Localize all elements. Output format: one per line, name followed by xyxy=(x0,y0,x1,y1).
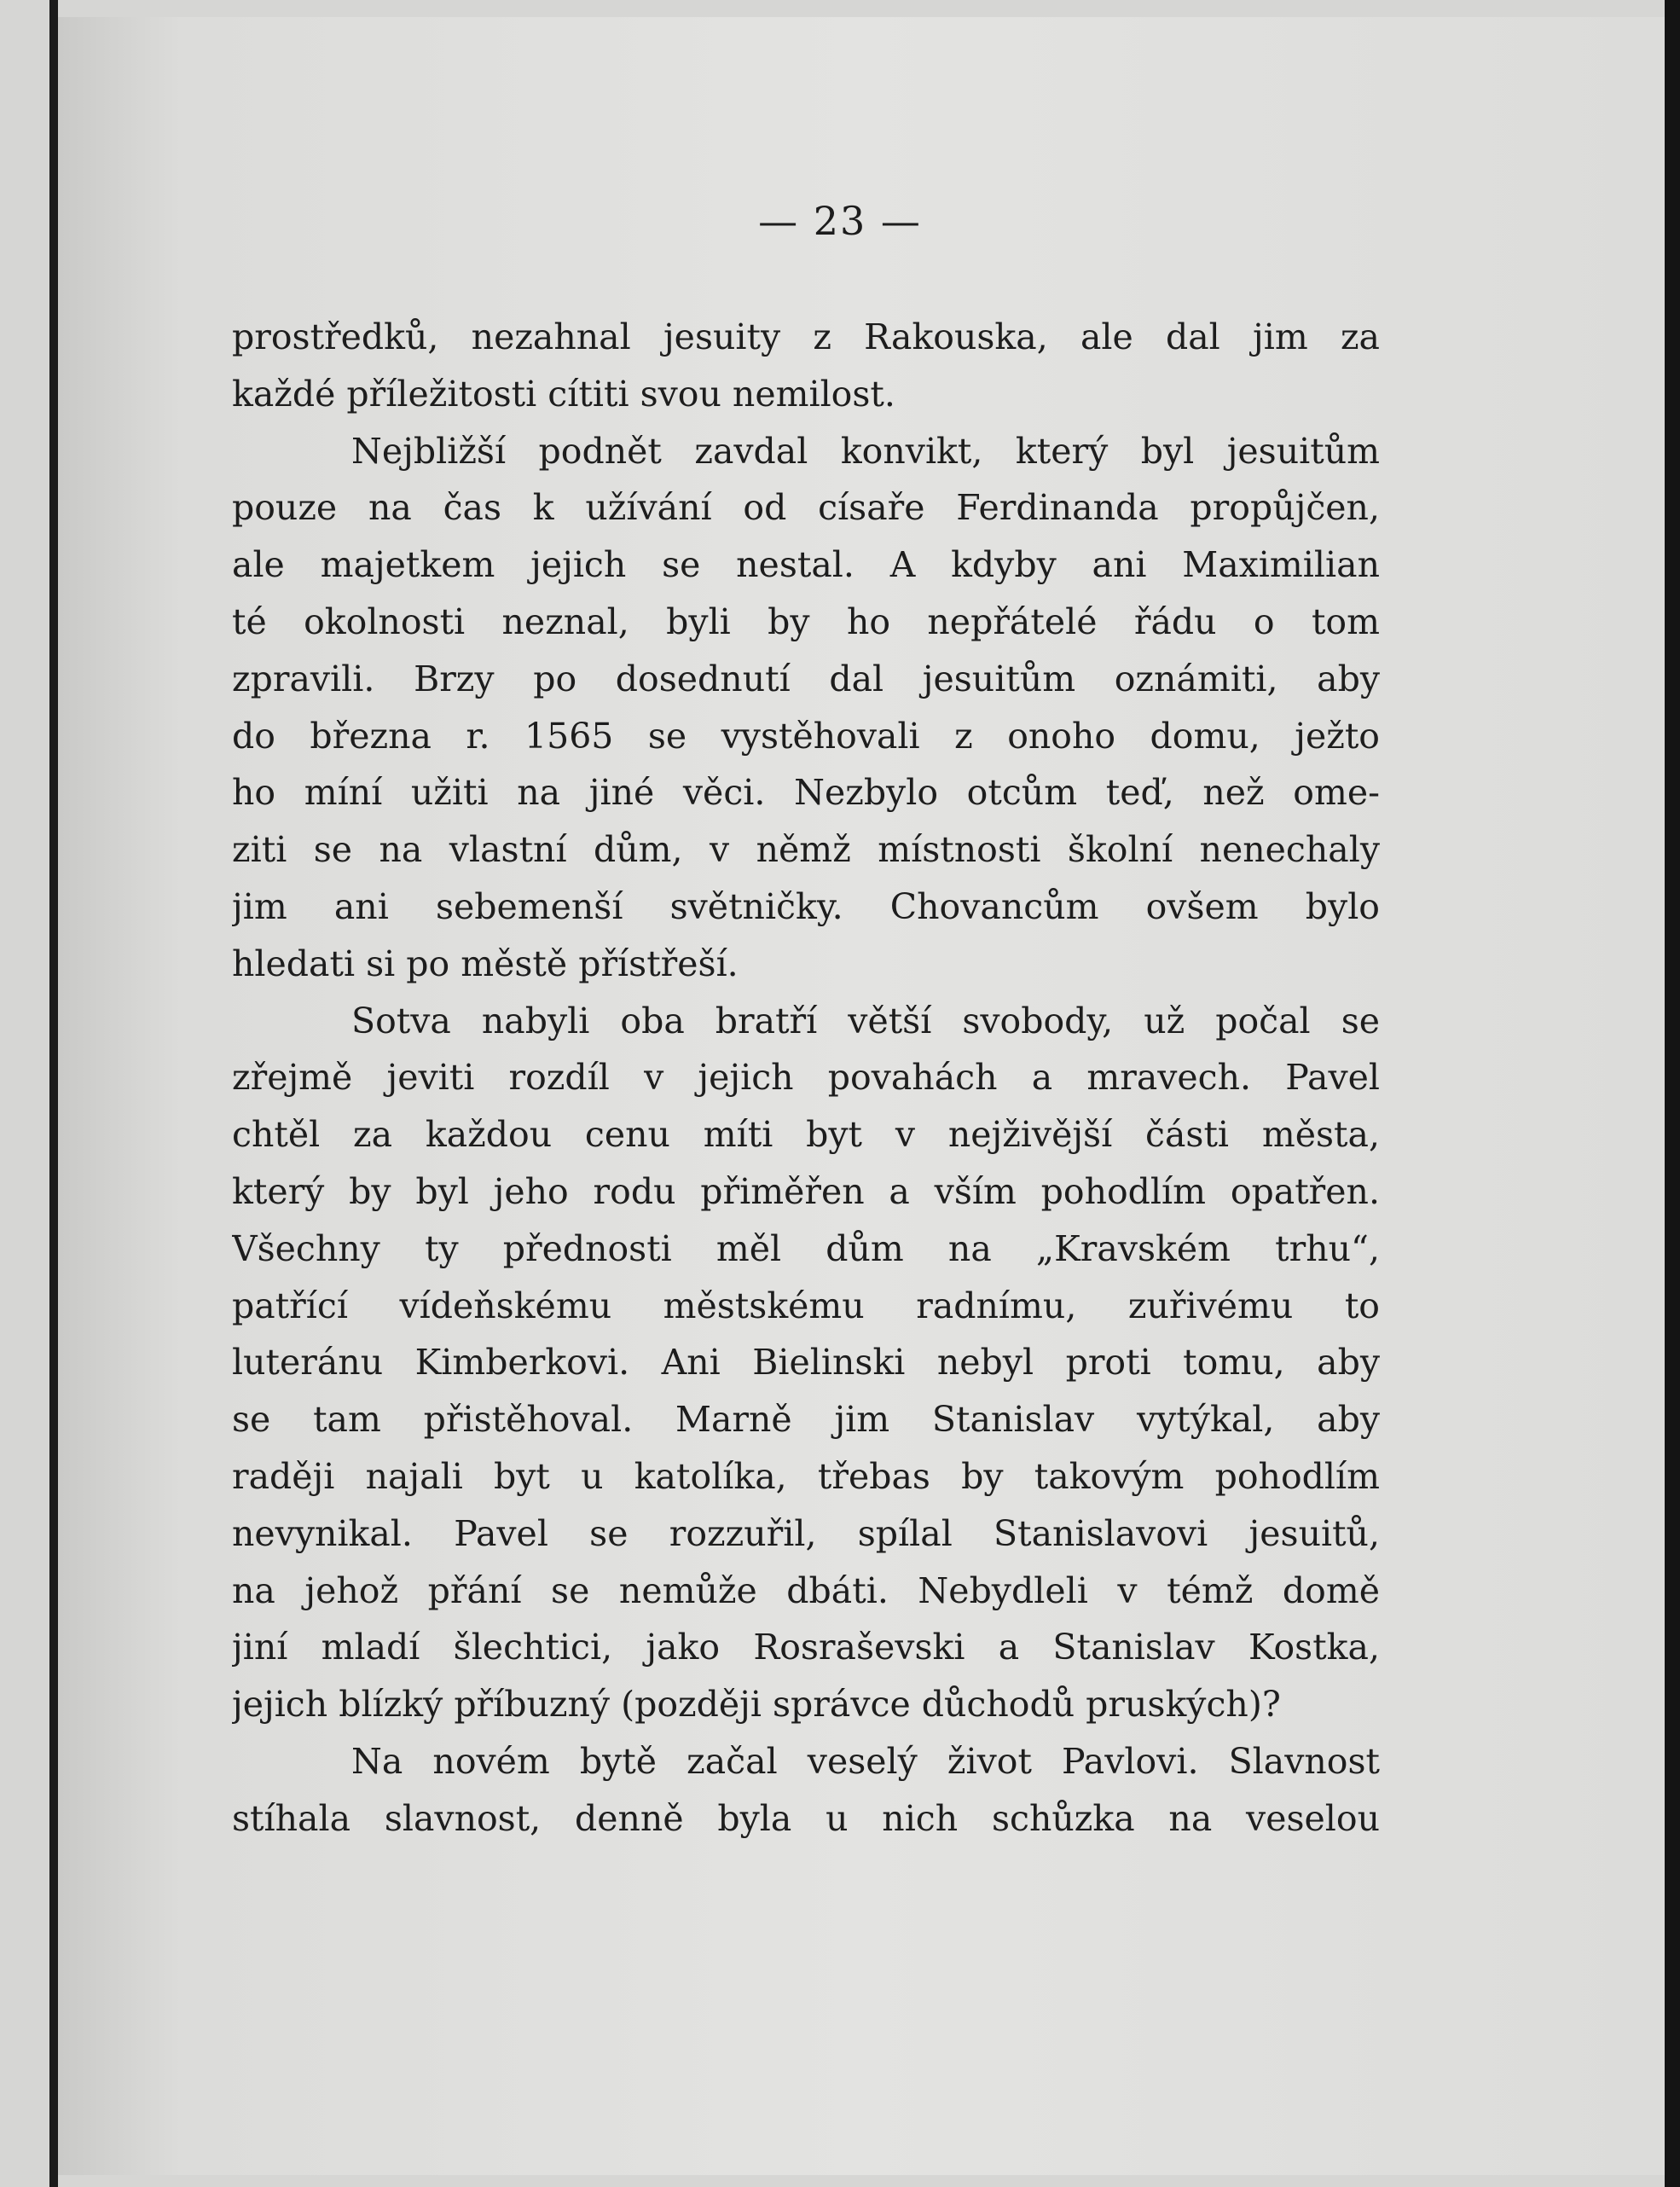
text-line: té okolnosti neznal, byli by ho nepřátelé řádu o tom xyxy=(232,600,1380,642)
text-line: ho míní užiti na jiné věci. Nezbylo otcům teď, než ome- xyxy=(232,772,1380,814)
text-line: patřící vídeňskému městskému radnímu, zuřivému to xyxy=(232,1285,1380,1326)
text-line: se tam přistěhoval. Marně jim Stanislav vytýkal, aby xyxy=(232,1399,1380,1441)
text-line: zpravili. Brzy po dosednutí dal jesuitům oznámiti, aby xyxy=(232,658,1380,699)
text-line: Všechny ty přednosti měl dům na „Kravském trhu“, xyxy=(232,1227,1380,1269)
text-line: Na novém bytě začal veselý život Pavlovi. Slavnost xyxy=(351,1740,1380,1782)
text-line: chtěl za každou cenu míti byt v nejživější části města, xyxy=(232,1114,1380,1156)
text-line: luteránu Kimberkovi. Ani Bielinski nebyl proti tomu, aby xyxy=(232,1342,1380,1384)
text-line: stíhala slavnost, denně byla u nich schůzka na veselou xyxy=(232,1797,1380,1839)
book-spine-edge xyxy=(49,0,58,2187)
text-line: jiní mladí šlechtici, jako Rosraševski a Stanislav Kostka, xyxy=(232,1627,1380,1668)
text-line: který by byl jeho rodu přiměřen a vším pohodlím opatřen. xyxy=(232,1170,1380,1212)
text-line: každé příležitosti cítiti svou nemilost. xyxy=(232,373,895,415)
text-line: zřejmě jeviti rozdíl v jejich povahách a mravech. Pavel xyxy=(232,1057,1380,1099)
text-line: na jehož přání se nemůže dbáti. Nebydleli v témž domě xyxy=(232,1569,1380,1611)
body-text xyxy=(232,309,1380,1848)
text-line: nevynikal. Pavel se rozzuřil, spílal Stanislavovi jesuitů, xyxy=(232,1512,1380,1554)
text-line: pouze na čas k užívání od císaře Ferdinanda propůjčen, xyxy=(232,487,1380,529)
text-line: jejich blízký příbuzný (později správce důchodů pruských)? xyxy=(232,1684,1281,1726)
text-line: Sotva nabyli oba bratří větší svobody, už počal se xyxy=(351,1000,1380,1041)
text-line: ale majetkem jejich se nestal. A kdyby ani Maximilian xyxy=(232,544,1380,586)
text-line: jim ani sebemenší světničky. Chovancům ovšem bylo xyxy=(232,885,1380,927)
text-line: ziti se na vlastní dům, v němž místnosti školní nenechaly xyxy=(232,829,1380,871)
page-number: — 23 — xyxy=(758,198,922,244)
text-line: do března r. 1565 se vystěhovali z onoho domu, ježto xyxy=(232,715,1380,757)
text-line: Nejbližší podnět zavdal konvikt, který byl jesuitům xyxy=(351,430,1380,472)
right-scan-edge xyxy=(1665,0,1680,2187)
text-line: hledati si po městě přístřeší. xyxy=(232,943,739,984)
text-line: raději najali byt u katolíka, třebas by takovým pohodlím xyxy=(232,1455,1380,1497)
text-line: prostředků, nezahnal jesuity z Rakouska, ale dal jim za xyxy=(232,316,1380,357)
